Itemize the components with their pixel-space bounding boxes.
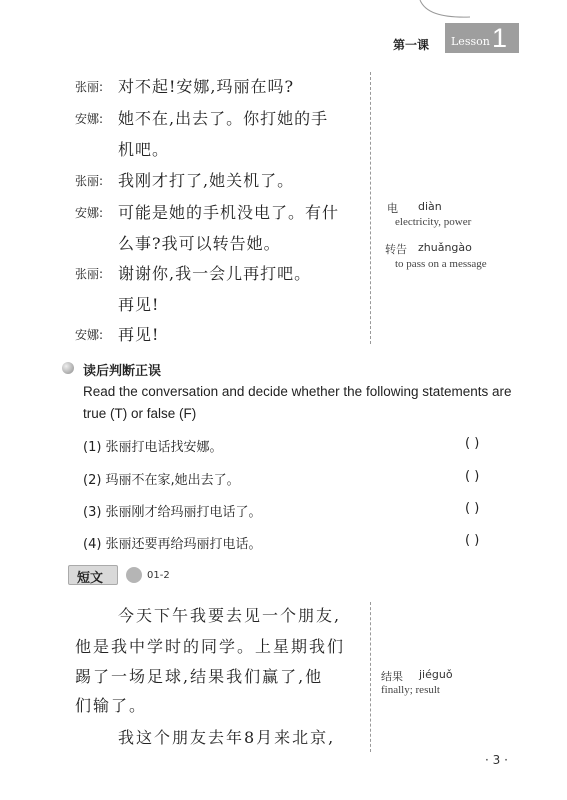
dialogue-line: 我刚才打了,她关机了。	[118, 171, 295, 190]
lesson-label-cn: 第一课	[393, 38, 430, 52]
dialogue-line: 么事?我可以转告她。	[118, 234, 281, 253]
dialogue-line: 再见!	[118, 295, 160, 314]
answer-blank[interactable]: ( )	[465, 533, 480, 548]
lesson-tab	[445, 23, 519, 53]
audio-track-code: 01-2	[147, 570, 170, 581]
section-bullet-icon	[62, 362, 74, 374]
passage-line: 他是我中学时的同学。上星期我们	[75, 637, 346, 656]
dialogue-speaker: 安娜:	[75, 328, 104, 342]
statement: (1) 张丽打电话找安娜。	[83, 440, 223, 455]
passage-line: 今天下午我要去见一个朋友,	[118, 606, 342, 625]
exercise-instruction: Read the conversation and decide whether the following statements are	[83, 384, 512, 399]
gloss-pinyin: diàn	[418, 200, 442, 213]
passage-line: 我这个朋友去年8月来北京,	[118, 728, 336, 747]
dialogue-line: 再见!	[118, 325, 160, 344]
dialogue-speaker: 张丽:	[75, 174, 104, 188]
lesson-label-en: Lesson	[451, 35, 490, 48]
statement: (3) 张丽刚才给玛丽打电话了。	[83, 505, 262, 520]
exercise-instruction: true (T) or false (F)	[83, 406, 197, 421]
audio-icon[interactable]	[126, 567, 142, 583]
dialogue-speaker: 安娜:	[75, 206, 104, 220]
statement: (4) 张丽还要再给玛丽打电话。	[83, 537, 262, 552]
gloss-hanzi: 结果	[381, 670, 403, 683]
dialogue-line: 对不起!安娜,玛丽在吗?	[118, 77, 295, 96]
answer-blank[interactable]: ( )	[465, 436, 480, 451]
gloss-divider	[370, 72, 371, 344]
lesson-number: 1	[492, 23, 508, 53]
exercise-title: 读后判断正误	[83, 364, 162, 379]
answer-blank[interactable]: ( )	[465, 469, 480, 484]
gloss-pinyin: jiéguǒ	[419, 668, 453, 681]
dialogue-speaker: 安娜:	[75, 112, 104, 126]
gloss-hanzi: 电	[387, 202, 398, 215]
gloss-english: to pass on a message	[395, 258, 487, 270]
gloss-hanzi: 转告	[385, 243, 407, 256]
dialogue-speaker: 张丽:	[75, 267, 104, 281]
answer-blank[interactable]: ( )	[465, 501, 480, 516]
dialogue-speaker: 张丽:	[75, 80, 104, 94]
short-text-label-text: 短文	[77, 571, 104, 586]
dialogue-line: 谢谢你,我一会儿再打吧。	[118, 264, 312, 283]
gloss-english: finally; result	[381, 684, 440, 696]
statement: (2) 玛丽不在家,她出去了。	[83, 473, 240, 488]
dialogue-line: 可能是她的手机没电了。有什	[118, 203, 340, 222]
gloss-pinyin: zhuǎngào	[418, 241, 472, 254]
gloss-divider	[370, 602, 371, 752]
page-number: · 3 ·	[485, 753, 508, 767]
gloss-english: electricity, power	[395, 216, 472, 228]
passage-line: 们输了。	[75, 696, 148, 715]
dialogue-line: 她不在,出去了。你打她的手	[118, 109, 329, 128]
short-text-label	[68, 565, 118, 585]
dialogue-line: 机吧。	[118, 140, 170, 159]
passage-line: 踢了一场足球,结果我们赢了,他	[75, 667, 324, 686]
